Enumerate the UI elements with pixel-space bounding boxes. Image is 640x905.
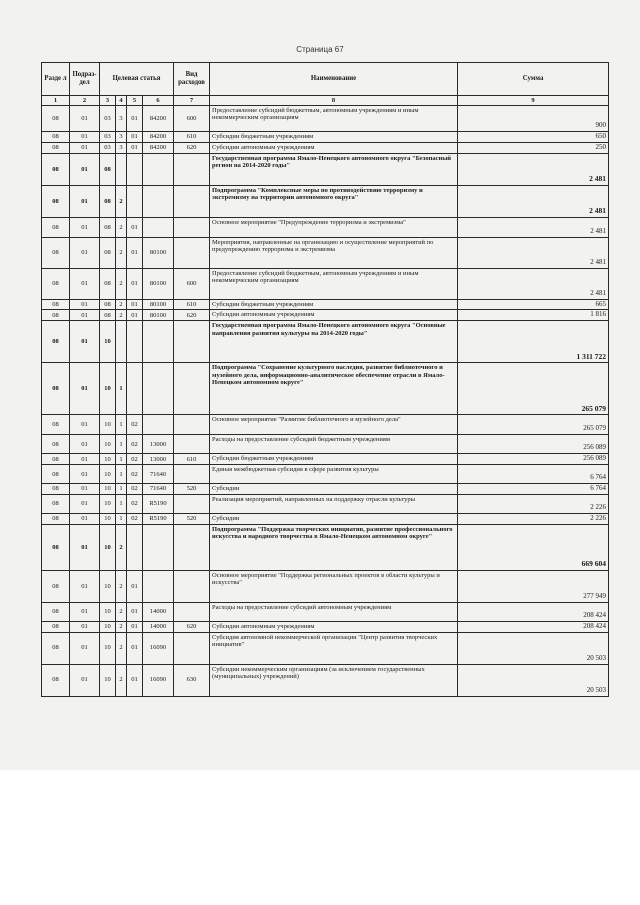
row-name: Расходы на предоставление субсидий автономным учреждениям: [210, 602, 458, 621]
row-expense-type: 620: [174, 621, 210, 632]
row-subsection: 01: [70, 310, 100, 321]
row-section: 08: [42, 484, 70, 495]
row-direction: [143, 185, 174, 217]
row-section: 08: [42, 106, 70, 132]
row-amount: 265 079: [458, 415, 609, 435]
row-direction: R5190: [143, 494, 174, 513]
row-direction: 80100: [143, 299, 174, 310]
row-subprogram: 2: [116, 632, 127, 664]
row-amount: 665: [458, 299, 609, 310]
row-program: 08: [100, 237, 116, 268]
row-subsection: 01: [70, 106, 100, 132]
row-direction: R5190: [143, 513, 174, 524]
row-event: [127, 363, 143, 415]
row-name: Субсидии: [210, 484, 458, 495]
row-expense-type: 610: [174, 132, 210, 143]
row-section: 08: [42, 513, 70, 524]
row-expense-type: 610: [174, 299, 210, 310]
row-amount: 2 226: [458, 513, 609, 524]
table-row: [42, 217, 609, 237]
table-row: [42, 494, 609, 513]
row-name: Субсидии некоммерческим организациям (за исключением государственных (муниципальных) учреждений): [210, 664, 458, 696]
table-row: [42, 570, 609, 602]
row-name: Субсидии автономным учреждениям: [210, 621, 458, 632]
column-number: 3: [100, 96, 116, 106]
row-subsection: 01: [70, 185, 100, 217]
table-row: [42, 454, 609, 465]
table-row: [42, 142, 609, 153]
column-number: 1: [42, 96, 70, 106]
row-expense-type: [174, 185, 210, 217]
row-subsection: 01: [70, 513, 100, 524]
row-subprogram: 2: [116, 664, 127, 696]
row-amount: 2 481: [458, 217, 609, 237]
column-number: 8: [210, 96, 458, 106]
row-event: 02: [127, 484, 143, 495]
column-number: 5: [127, 96, 143, 106]
row-program: 10: [100, 363, 116, 415]
row-amount: 6 764: [458, 484, 609, 495]
table-row: [42, 435, 609, 454]
page-number: Страница 67: [296, 45, 344, 54]
table-row: [42, 237, 609, 268]
row-name: Подпрограмма "Сохранение культурного наследия, развитие библиотечного и музейного дела, информационно-аналитическое обеспечение отрасли в Ямало-Ненецком автономном округе": [210, 363, 458, 415]
row-subsection: 01: [70, 415, 100, 435]
row-subsection: 01: [70, 664, 100, 696]
row-program: 10: [100, 664, 116, 696]
column-number: 9: [458, 96, 609, 106]
table-body: [42, 106, 609, 697]
row-name: Мероприятия, направленные на организацию и осуществление мероприятий по предупреждению терроризма и экстремизма: [210, 237, 458, 268]
row-expense-type: [174, 153, 210, 185]
table-row: [42, 268, 609, 299]
row-section: 08: [42, 494, 70, 513]
row-subprogram: 1: [116, 415, 127, 435]
row-event: 02: [127, 454, 143, 465]
row-direction: 71640: [143, 484, 174, 495]
row-event: 01: [127, 132, 143, 143]
row-expense-type: 620: [174, 310, 210, 321]
row-event: 01: [127, 299, 143, 310]
row-event: [127, 321, 143, 363]
row-event: 01: [127, 632, 143, 664]
row-event: 02: [127, 435, 143, 454]
row-section: 08: [42, 602, 70, 621]
row-expense-type: [174, 217, 210, 237]
row-name: Государственная программа Ямало-Ненецкого автономного округа "Безопасный регион на 2014-2020 годы": [210, 153, 458, 185]
row-amount: 2 481: [458, 185, 609, 217]
row-amount: 250: [458, 142, 609, 153]
row-subprogram: 3: [116, 142, 127, 153]
row-section: 08: [42, 237, 70, 268]
row-direction: 84200: [143, 106, 174, 132]
row-section: 08: [42, 217, 70, 237]
row-amount: 20 503: [458, 664, 609, 696]
row-subsection: 01: [70, 570, 100, 602]
row-section: 08: [42, 268, 70, 299]
row-section: 08: [42, 310, 70, 321]
row-event: 02: [127, 465, 143, 484]
row-name: Подпрограмма "Комплексные меры по противодействию терроризму и экстремизму на территории автономного округа": [210, 185, 458, 217]
row-direction: 16090: [143, 664, 174, 696]
table-row: [42, 484, 609, 495]
row-event: 02: [127, 494, 143, 513]
row-section: 08: [42, 454, 70, 465]
budget-table: [41, 62, 609, 697]
row-subsection: 01: [70, 153, 100, 185]
row-section: 08: [42, 153, 70, 185]
row-event: 02: [127, 513, 143, 524]
table-row: [42, 132, 609, 143]
row-subprogram: 1: [116, 363, 127, 415]
row-subsection: 01: [70, 494, 100, 513]
row-subprogram: 1: [116, 513, 127, 524]
row-subprogram: 1: [116, 494, 127, 513]
row-name: Субсидии бюджетным учреждениям: [210, 299, 458, 310]
row-subsection: 01: [70, 217, 100, 237]
row-direction: [143, 570, 174, 602]
row-amount: 669 604: [458, 524, 609, 570]
row-event: [127, 185, 143, 217]
row-expense-type: 600: [174, 106, 210, 132]
table-row: [42, 602, 609, 621]
row-expense-type: 620: [174, 142, 210, 153]
row-program: 10: [100, 484, 116, 495]
table-row: [42, 321, 609, 363]
row-program: 08: [100, 153, 116, 185]
row-section: 08: [42, 185, 70, 217]
table-row: [42, 632, 609, 664]
row-amount: 208 424: [458, 602, 609, 621]
row-direction: 13000: [143, 435, 174, 454]
row-subprogram: 2: [116, 602, 127, 621]
row-program: 10: [100, 513, 116, 524]
row-section: 08: [42, 664, 70, 696]
row-program: 08: [100, 217, 116, 237]
table-row: [42, 363, 609, 415]
row-subprogram: 3: [116, 106, 127, 132]
row-amount: 277 949: [458, 570, 609, 602]
row-section: 08: [42, 435, 70, 454]
table-header: [42, 63, 609, 106]
row-program: 08: [100, 310, 116, 321]
row-amount: 256 089: [458, 454, 609, 465]
row-direction: 80100: [143, 310, 174, 321]
row-event: 01: [127, 106, 143, 132]
row-expense-type: [174, 524, 210, 570]
row-event: 01: [127, 664, 143, 696]
row-subsection: 01: [70, 237, 100, 268]
table-row: [42, 153, 609, 185]
table-row: [42, 465, 609, 484]
row-direction: 80100: [143, 237, 174, 268]
row-amount: 20 503: [458, 632, 609, 664]
row-name: Реализация мероприятий, направленных на поддержку отрасли культуры: [210, 494, 458, 513]
row-program: 10: [100, 621, 116, 632]
row-amount: 265 079: [458, 363, 609, 415]
table-row: [42, 621, 609, 632]
row-direction: 84200: [143, 142, 174, 153]
row-name: Предоставление субсидий бюджетным, автономным учреждениям и иным некоммерческим организациям: [210, 106, 458, 132]
table-row: [42, 513, 609, 524]
row-section: 08: [42, 321, 70, 363]
row-subprogram: [116, 153, 127, 185]
row-program: 10: [100, 602, 116, 621]
row-section: 08: [42, 299, 70, 310]
row-subprogram: 1: [116, 465, 127, 484]
header-name: Наименование: [210, 63, 458, 96]
row-event: [127, 524, 143, 570]
header-section: Разде л: [42, 63, 70, 96]
row-subsection: 01: [70, 363, 100, 415]
row-amount: 2 226: [458, 494, 609, 513]
row-section: 08: [42, 465, 70, 484]
row-section: 08: [42, 524, 70, 570]
row-name: Основное мероприятие "Предупреждение терроризма и экстремизма": [210, 217, 458, 237]
row-subsection: 01: [70, 465, 100, 484]
row-program: 10: [100, 321, 116, 363]
row-subprogram: 2: [116, 621, 127, 632]
row-subsection: 01: [70, 299, 100, 310]
row-program: 10: [100, 435, 116, 454]
row-direction: 13000: [143, 454, 174, 465]
row-event: 01: [127, 602, 143, 621]
row-program: 10: [100, 465, 116, 484]
row-expense-type: [174, 321, 210, 363]
row-amount: 900: [458, 106, 609, 132]
row-direction: 80100: [143, 268, 174, 299]
column-number: 2: [70, 96, 100, 106]
row-subprogram: 1: [116, 484, 127, 495]
row-program: 10: [100, 632, 116, 664]
row-amount: 650: [458, 132, 609, 143]
column-number: 4: [116, 96, 127, 106]
row-direction: [143, 524, 174, 570]
row-name: Предоставление субсидий бюджетным, автономным учреждениям и иным некоммерческим организациям: [210, 268, 458, 299]
row-section: 08: [42, 142, 70, 153]
row-direction: [143, 321, 174, 363]
row-direction: 16090: [143, 632, 174, 664]
header-subsection: Подраз- дел: [70, 63, 100, 96]
row-subprogram: 1: [116, 454, 127, 465]
row-subprogram: 1: [116, 435, 127, 454]
row-expense-type: [174, 465, 210, 484]
row-amount: 2 481: [458, 237, 609, 268]
column-numbers-row: [42, 96, 609, 106]
row-amount: 208 424: [458, 621, 609, 632]
table-row: [42, 185, 609, 217]
row-event: [127, 153, 143, 185]
row-amount: 256 089: [458, 435, 609, 454]
row-program: 10: [100, 494, 116, 513]
row-section: 08: [42, 363, 70, 415]
row-expense-type: 610: [174, 454, 210, 465]
row-event: 01: [127, 310, 143, 321]
row-expense-type: 520: [174, 513, 210, 524]
row-direction: [143, 153, 174, 185]
row-expense-type: [174, 570, 210, 602]
column-number: 6: [143, 96, 174, 106]
row-event: 01: [127, 217, 143, 237]
row-subprogram: 2: [116, 217, 127, 237]
row-subprogram: 2: [116, 524, 127, 570]
row-program: 08: [100, 185, 116, 217]
row-subprogram: [116, 321, 127, 363]
row-subsection: 01: [70, 132, 100, 143]
header-amount: Сумма: [458, 63, 609, 96]
row-event: 01: [127, 142, 143, 153]
row-expense-type: [174, 494, 210, 513]
row-name: Основное мероприятие "Поддержка региональных проектов в области культуры и искусства": [210, 570, 458, 602]
row-subsection: 01: [70, 524, 100, 570]
table-row: [42, 524, 609, 570]
row-name: Субсидии автономным учреждениям: [210, 310, 458, 321]
row-subsection: 01: [70, 484, 100, 495]
row-subprogram: 2: [116, 310, 127, 321]
row-section: 08: [42, 570, 70, 602]
row-name: Основное мероприятие "Развитие библиотечного и музейного дела": [210, 415, 458, 435]
table-row: [42, 664, 609, 696]
row-expense-type: [174, 602, 210, 621]
row-expense-type: 520: [174, 484, 210, 495]
row-subsection: 01: [70, 454, 100, 465]
table-row: [42, 310, 609, 321]
row-section: 08: [42, 632, 70, 664]
row-direction: 71640: [143, 465, 174, 484]
row-name: Субсидии: [210, 513, 458, 524]
row-event: 01: [127, 237, 143, 268]
row-direction: [143, 217, 174, 237]
row-program: 03: [100, 132, 116, 143]
row-program: 03: [100, 142, 116, 153]
row-section: 08: [42, 132, 70, 143]
row-expense-type: [174, 632, 210, 664]
row-section: 08: [42, 621, 70, 632]
row-subsection: 01: [70, 602, 100, 621]
row-event: 01: [127, 570, 143, 602]
header-target-article: Целевая статья: [100, 63, 174, 96]
row-event: 01: [127, 268, 143, 299]
row-direction: 14000: [143, 621, 174, 632]
row-amount: 2 481: [458, 153, 609, 185]
row-event: 01: [127, 621, 143, 632]
row-expense-type: 600: [174, 268, 210, 299]
row-program: 03: [100, 106, 116, 132]
table-row: [42, 299, 609, 310]
row-direction: 84200: [143, 132, 174, 143]
row-program: 10: [100, 524, 116, 570]
row-name: Субсидии бюджетным учреждениям: [210, 132, 458, 143]
row-subsection: 01: [70, 142, 100, 153]
row-name: Субсидия автономной некоммерческой организации "Центр развития творческих инициатив": [210, 632, 458, 664]
row-expense-type: [174, 237, 210, 268]
row-name: Государственная программа Ямало-Ненецкого автономного округа "Основные направления развития культуры на 2014-2020 годы": [210, 321, 458, 363]
row-subprogram: 2: [116, 570, 127, 602]
row-amount: 2 481: [458, 268, 609, 299]
row-subsection: 01: [70, 268, 100, 299]
row-subsection: 01: [70, 621, 100, 632]
row-name: Расходы на предоставление субсидий бюджетным учреждениям: [210, 435, 458, 454]
row-expense-type: [174, 415, 210, 435]
header-expense-type: Вид расходов: [174, 63, 210, 96]
row-subsection: 01: [70, 321, 100, 363]
row-program: 10: [100, 454, 116, 465]
row-amount: 1 311 722: [458, 321, 609, 363]
row-expense-type: [174, 435, 210, 454]
row-name: Субсидии автономным учреждениям: [210, 142, 458, 153]
row-subsection: 01: [70, 435, 100, 454]
row-expense-type: [174, 363, 210, 415]
row-subprogram: 2: [116, 268, 127, 299]
row-subprogram: 2: [116, 185, 127, 217]
row-expense-type: 630: [174, 664, 210, 696]
row-direction: [143, 363, 174, 415]
row-event: 02: [127, 415, 143, 435]
row-subprogram: 3: [116, 132, 127, 143]
row-subsection: 01: [70, 632, 100, 664]
row-program: 08: [100, 299, 116, 310]
column-number: 7: [174, 96, 210, 106]
row-amount: 6 764: [458, 465, 609, 484]
row-direction: 14000: [143, 602, 174, 621]
row-subprogram: 2: [116, 237, 127, 268]
row-section: 08: [42, 415, 70, 435]
row-direction: [143, 415, 174, 435]
row-program: 10: [100, 415, 116, 435]
row-name: Подпрограмма "Поддержка творческих инициатив, развитие профессионального искусства и народного творчества в Ямало-Ненецком автономном округе": [210, 524, 458, 570]
row-name: Единая межбюджетная субсидия в сфере развития культуры: [210, 465, 458, 484]
row-program: 08: [100, 268, 116, 299]
row-name: Субсидии бюджетным учреждениям: [210, 454, 458, 465]
table-row: [42, 415, 609, 435]
row-subprogram: 2: [116, 299, 127, 310]
row-amount: 1 816: [458, 310, 609, 321]
table-row: [42, 106, 609, 132]
row-program: 10: [100, 570, 116, 602]
